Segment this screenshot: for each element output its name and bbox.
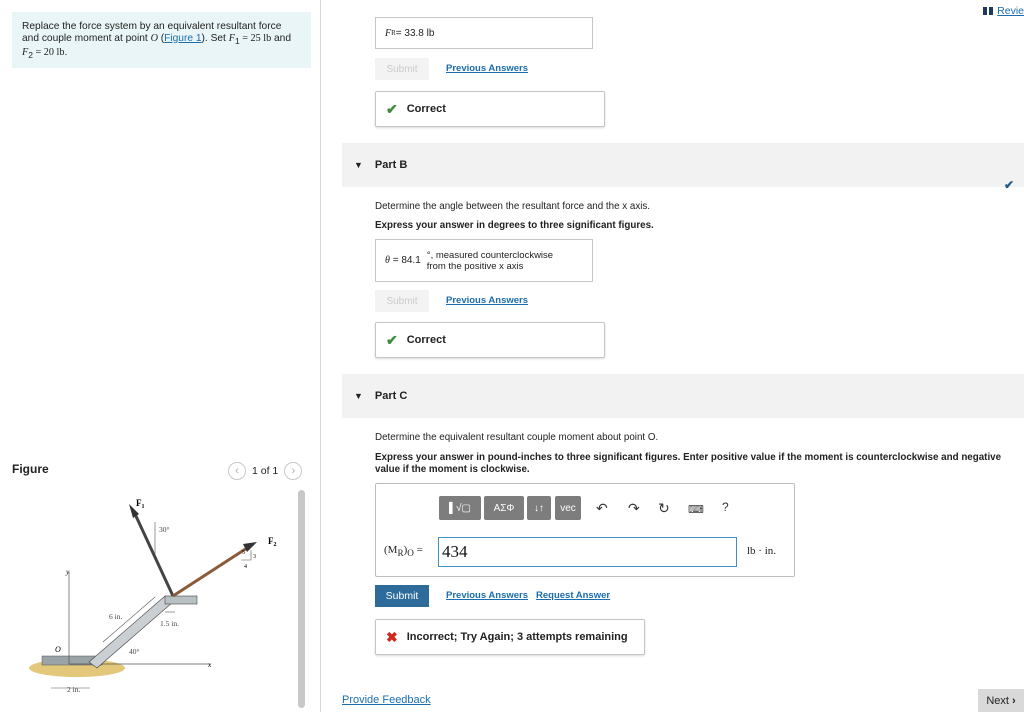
- figure-link[interactable]: Figure 1: [164, 32, 202, 44]
- o-label: O: [55, 645, 61, 654]
- right-pane: [322, 0, 1024, 712]
- part-a-submit-button[interactable]: Submit: [375, 58, 429, 80]
- angle-30-label: 30°: [159, 525, 170, 534]
- request-answer-link[interactable]: Request Answer: [536, 590, 611, 601]
- part-c-previous-answers-link[interactable]: Previous Answers: [446, 590, 529, 601]
- next-figure-button[interactable]: ›: [284, 462, 302, 480]
- figure-pager: [228, 462, 302, 480]
- figure-page-indicator: 1 of 1: [252, 465, 279, 477]
- angle-40-label: 40°: [129, 647, 140, 656]
- part-c-instructions: Express your answer in pound-inches to three significant figures. Enter positive value if the moment is counterclockwise and negative value if the moment is clockwise.: [375, 452, 1002, 475]
- prev-figure-button[interactable]: ‹: [228, 462, 246, 480]
- redo-icon[interactable]: ↷: [628, 500, 640, 516]
- provide-feedback-link[interactable]: Provide Feedback: [342, 694, 431, 706]
- answer-unit: lb · in.: [747, 545, 777, 557]
- collapse-triangle-icon: ▼: [354, 160, 363, 170]
- collapse-triangle-icon: ▼: [354, 391, 363, 401]
- part-c-question: Determine the equivalent resultant couple moment about point O.: [375, 432, 659, 443]
- part-a-previous-answers-link[interactable]: Previous Answers: [446, 63, 529, 74]
- part-a-feedback: ✔ Correct: [375, 91, 605, 127]
- part-b-answer-box: θ = 84.1 °, measured counterclockwise from the positive x axis: [375, 239, 593, 282]
- f1-label: $F_1$: [136, 498, 145, 510]
- part-b-header[interactable]: ▼ Part B: [342, 143, 1024, 187]
- angled-bar: [89, 596, 173, 668]
- part-a-answer-box: F R = 33.8 lb: [375, 17, 593, 49]
- incorrect-x-icon: ✖: [386, 628, 398, 645]
- x-label: x: [208, 660, 212, 669]
- slope-3-label: 3: [253, 554, 256, 560]
- part-b-submit-button[interactable]: Submit: [375, 290, 429, 312]
- part-b-unit: °, measured counterclockwise from the positive x axis: [426, 249, 554, 272]
- six-in-label: 6 in.: [109, 612, 123, 621]
- keyboard-icon[interactable]: ⌨: [688, 504, 704, 516]
- undo-icon[interactable]: ↶: [596, 500, 608, 516]
- left-pane: [0, 0, 321, 712]
- next-button[interactable]: Next ›: [978, 689, 1024, 712]
- f2-label: $F_2$: [268, 536, 277, 548]
- figure-label: Figure: [12, 462, 49, 476]
- y-label: y: [66, 567, 70, 576]
- part-c-header[interactable]: ▼ Part C: [342, 374, 1024, 418]
- moment-answer-input[interactable]: 434: [438, 537, 737, 567]
- templates-button[interactable]: ▌√▢: [439, 496, 481, 520]
- part-c-feedback: ✖ Incorrect; Try Again; 3 attempts remaining: [375, 619, 645, 655]
- check-icon: ✔: [386, 331, 398, 348]
- two-in-label: 2 in.: [67, 685, 81, 694]
- chevron-right-icon: ›: [1011, 694, 1016, 707]
- force-diagram: [25, 492, 287, 708]
- one-five-in-label: 1.5 in.: [160, 619, 179, 628]
- part-c-submit-button[interactable]: Submit: [375, 585, 429, 607]
- slope-5-label: 5: [242, 550, 245, 556]
- horizontal-bar: [165, 596, 197, 604]
- slope-4-label: 4: [244, 564, 247, 570]
- help-button[interactable]: ?: [722, 500, 729, 514]
- vector-button[interactable]: vec: [555, 496, 581, 520]
- part-b-question: Determine the angle between the resultant force and the x axis.: [375, 201, 651, 212]
- figure-scrollbar[interactable]: [298, 490, 305, 708]
- greek-symbols-button[interactable]: ΑΣΦ: [484, 496, 524, 520]
- check-icon: ✔: [386, 100, 398, 117]
- math-answer-editor: [375, 483, 795, 577]
- reset-icon[interactable]: ↻: [658, 500, 670, 516]
- f2-arrow: [173, 548, 247, 596]
- part-b-instructions: Express your answer in degrees to three significant figures.: [375, 220, 654, 231]
- subscript-superscript-button[interactable]: ↓↑: [527, 496, 551, 520]
- answer-label: $(M_R)_O$ =: [384, 544, 423, 559]
- part-b-feedback: ✔ Correct: [375, 322, 605, 358]
- part-b-previous-answers-link[interactable]: Previous Answers: [446, 295, 529, 306]
- problem-statement: Replace the force system by an equivalent resultant force and couple moment at point O (Figure 1). Set $F_1 = 25$ lb and $F_2 = 20$ lb.: [12, 12, 311, 68]
- review-link[interactable]: Revie: [983, 5, 1024, 17]
- review-icon: [983, 7, 993, 15]
- part-b-complete-check-icon: ✔: [1003, 178, 1014, 192]
